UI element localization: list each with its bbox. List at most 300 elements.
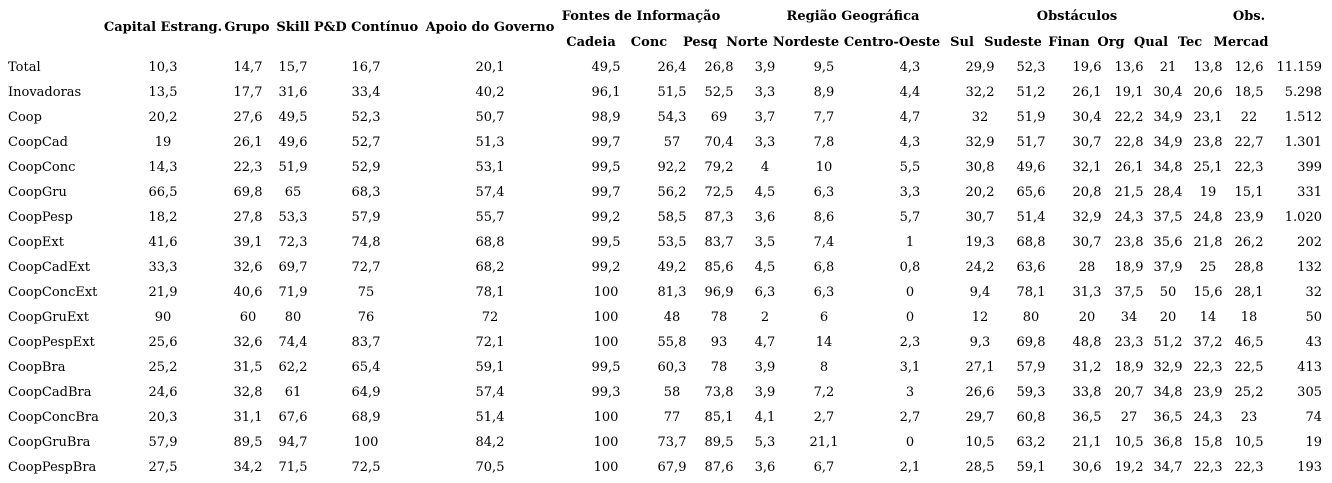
- table-cell: 79,2: [704, 160, 734, 175]
- table-cell: 23,8: [1114, 235, 1144, 250]
- obs-cell: 193: [1297, 460, 1322, 475]
- obs-cell: 5.298: [1284, 85, 1322, 100]
- table-cell: 36,8: [1153, 435, 1183, 450]
- row-label: CoopCad: [8, 135, 68, 150]
- obs-cell: 1.301: [1284, 135, 1322, 150]
- table-cell: 49,5: [591, 60, 621, 75]
- table-cell: 89,5: [704, 435, 734, 450]
- table-cell: 32,1: [1072, 160, 1102, 175]
- table-cell: 4,4: [899, 85, 921, 100]
- table-cell: 51,9: [278, 160, 308, 175]
- table-cell: 19: [154, 135, 172, 150]
- table-cell: 57: [663, 135, 681, 150]
- table-cell: 14: [1199, 310, 1217, 325]
- table-cell: 60,8: [1016, 410, 1046, 425]
- table-cell: 60,3: [657, 360, 687, 375]
- table-cell: 22,3: [1234, 460, 1264, 475]
- table-cell: 22,5: [1234, 360, 1264, 375]
- table-cell: 9,3: [969, 335, 991, 350]
- row-label: CoopGru: [8, 185, 67, 200]
- table-cell: 48: [663, 310, 681, 325]
- table-cell: 69,8: [233, 185, 263, 200]
- table-cell: 4,5: [754, 185, 776, 200]
- table-cell: 3,1: [899, 360, 921, 375]
- table-cell: 3,9: [754, 385, 776, 400]
- table-cell: 15,8: [1193, 435, 1223, 450]
- obs-cell: 331: [1297, 185, 1322, 200]
- table-cell: 22,3: [1193, 360, 1223, 375]
- table-cell: 77: [663, 410, 681, 425]
- table-cell: 1: [905, 235, 915, 250]
- table-cell: 78: [710, 360, 728, 375]
- row-label: Inovadoras: [8, 85, 82, 100]
- table-cell: 10,5: [1234, 435, 1264, 450]
- table-row: [0, 180, 1332, 205]
- table-cell: 33,8: [1072, 385, 1102, 400]
- table-cell: 99,3: [591, 385, 621, 400]
- row-label: CoopBra: [8, 360, 66, 375]
- table-cell: 72,5: [704, 185, 734, 200]
- table-cell: 3,6: [754, 210, 776, 225]
- header-capital-estrang: Capital Estrang.: [103, 20, 223, 35]
- subheader-cadeia: Cadeia: [566, 35, 616, 50]
- table-cell: 19,6: [1072, 60, 1102, 75]
- table-cell: 10,5: [1114, 435, 1144, 450]
- table-cell: 34,7: [1153, 460, 1183, 475]
- table-cell: 21,1: [1072, 435, 1102, 450]
- table-cell: 72,3: [278, 235, 308, 250]
- table-cell: 81,3: [657, 285, 687, 300]
- table-cell: 58,5: [657, 210, 687, 225]
- table-cell: 3,7: [754, 110, 776, 125]
- table-cell: 4,3: [899, 135, 921, 150]
- table-cell: 98,9: [591, 110, 621, 125]
- table-cell: 84,2: [475, 435, 505, 450]
- table-cell: 26,6: [965, 385, 995, 400]
- table-cell: 17,7: [233, 85, 263, 100]
- table-cell: 6,3: [754, 285, 776, 300]
- table-cell: 50,7: [475, 110, 505, 125]
- row-label: Coop: [8, 110, 42, 125]
- table-cell: 24,6: [148, 385, 178, 400]
- table-cell: 23,3: [1114, 335, 1144, 350]
- table-row: [0, 280, 1332, 305]
- table-cell: 99,7: [591, 135, 621, 150]
- table-cell: 80: [284, 310, 302, 325]
- table-cell: 24,3: [1114, 210, 1144, 225]
- table-cell: 21,8: [1193, 235, 1223, 250]
- table-cell: 23: [1240, 410, 1258, 425]
- obs-cell: 43: [1305, 335, 1322, 350]
- table-cell: 22,2: [1114, 110, 1144, 125]
- table-cell: 22,8: [1114, 135, 1144, 150]
- obs-cell: 1.512: [1284, 110, 1322, 125]
- table-cell: 34,8: [1153, 160, 1183, 175]
- data-table: [0, 55, 1332, 480]
- table-cell: 68,9: [351, 410, 381, 425]
- table-row: [0, 380, 1332, 405]
- table-cell: 52,3: [351, 110, 381, 125]
- table-cell: 51,2: [1153, 335, 1183, 350]
- table-cell: 72,7: [351, 260, 381, 275]
- table-cell: 21,5: [1114, 185, 1144, 200]
- table-cell: 4: [760, 160, 770, 175]
- table-cell: 26,1: [1072, 85, 1102, 100]
- table-cell: 3,3: [899, 185, 921, 200]
- table-cell: 22,3: [233, 160, 263, 175]
- table-cell: 35,6: [1153, 235, 1183, 250]
- table-row: [0, 105, 1332, 130]
- table-cell: 73,8: [704, 385, 734, 400]
- table-cell: 51,4: [1016, 210, 1046, 225]
- table-cell: 99,2: [591, 260, 621, 275]
- obs-cell: 413: [1297, 360, 1322, 375]
- table-row: [0, 80, 1332, 105]
- table-cell: 49,2: [657, 260, 687, 275]
- table-cell: 8,6: [813, 210, 835, 225]
- table-cell: 48,8: [1072, 335, 1102, 350]
- row-label: CoopPesp: [8, 210, 73, 225]
- table-cell: 4,7: [754, 335, 776, 350]
- header-pd-continuo: P&D Contínuo: [313, 20, 419, 35]
- table-cell: 34,2: [233, 460, 263, 475]
- table-cell: 27,8: [233, 210, 263, 225]
- table-row: [0, 330, 1332, 355]
- table-cell: 30,7: [1072, 135, 1102, 150]
- subheader-qual: Qual: [1133, 35, 1169, 50]
- table-row: [0, 55, 1332, 80]
- table-cell: 25: [1199, 260, 1217, 275]
- subheader-norte: Norte: [726, 35, 768, 50]
- table-cell: 39,1: [233, 235, 263, 250]
- table-cell: 20,6: [1193, 85, 1223, 100]
- table-cell: 0: [905, 285, 915, 300]
- header-grupo: Grupo: [224, 20, 270, 35]
- row-label: CoopConcExt: [8, 285, 98, 300]
- table-cell: 51,7: [1016, 135, 1046, 150]
- table-cell: 6,7: [813, 460, 835, 475]
- table-row: [0, 255, 1332, 280]
- table-cell: 34,9: [1153, 135, 1183, 150]
- table-row: [0, 455, 1332, 480]
- table-cell: 6: [819, 310, 829, 325]
- table-cell: 87,3: [704, 210, 734, 225]
- table-cell: 3,6: [754, 460, 776, 475]
- header-obstaculos: Obstáculos: [1036, 9, 1118, 24]
- table-cell: 80: [1022, 310, 1040, 325]
- table-cell: 15,7: [278, 60, 308, 75]
- table-cell: 49,6: [1016, 160, 1046, 175]
- table-cell: 96,9: [704, 285, 734, 300]
- table-cell: 68,8: [475, 235, 505, 250]
- table-cell: 57,9: [148, 435, 178, 450]
- table-cell: 61: [284, 385, 302, 400]
- table-cell: 7,2: [813, 385, 835, 400]
- table-cell: 100: [593, 285, 619, 300]
- table-cell: 14: [815, 335, 833, 350]
- table-cell: 83,7: [704, 235, 734, 250]
- table-cell: 13,6: [1114, 60, 1144, 75]
- subheader-conc: Conc: [630, 35, 668, 50]
- table-cell: 3,3: [754, 85, 776, 100]
- table-cell: 34,9: [1153, 110, 1183, 125]
- table-cell: 7,4: [813, 235, 835, 250]
- subheader-finan: Finan: [1048, 35, 1090, 50]
- subheader-org: Org: [1097, 35, 1125, 50]
- table-cell: 30,8: [965, 160, 995, 175]
- table-cell: 53,5: [657, 235, 687, 250]
- table-cell: 2,7: [813, 410, 835, 425]
- row-label: CoopConcBra: [8, 410, 99, 425]
- table-cell: 19,2: [1114, 460, 1144, 475]
- table-cell: 8,9: [813, 85, 835, 100]
- row-label: CoopGruBra: [8, 435, 91, 450]
- table-cell: 59,3: [1016, 385, 1046, 400]
- table-row: [0, 130, 1332, 155]
- table-cell: 69,8: [1016, 335, 1046, 350]
- row-label: CoopCadBra: [8, 385, 92, 400]
- table-cell: 7,7: [813, 110, 835, 125]
- table-cell: 76: [357, 310, 375, 325]
- header-fontes-informacao: Fontes de Informação: [561, 9, 721, 24]
- table-cell: 72,5: [351, 460, 381, 475]
- table-cell: 71,9: [278, 285, 308, 300]
- table-cell: 2: [760, 310, 770, 325]
- table-cell: 18,9: [1114, 360, 1144, 375]
- table-cell: 51,9: [1016, 110, 1046, 125]
- table-cell: 32,6: [233, 260, 263, 275]
- table-cell: 14,7: [233, 60, 263, 75]
- header-apoio-governo: Apoio do Governo: [425, 20, 555, 35]
- table-cell: 24,3: [1193, 410, 1223, 425]
- subheader-tec: Tec: [1177, 35, 1203, 50]
- table-cell: 12,6: [1234, 60, 1264, 75]
- table-cell: 10,3: [148, 60, 178, 75]
- table-cell: 33,3: [148, 260, 178, 275]
- table-cell: 18,9: [1114, 260, 1144, 275]
- table-row: [0, 305, 1332, 330]
- table-cell: 99,5: [591, 360, 621, 375]
- table-cell: 90: [154, 310, 172, 325]
- table-cell: 20,3: [148, 410, 178, 425]
- table-cell: 32,2: [965, 85, 995, 100]
- table-cell: 65,4: [351, 360, 381, 375]
- row-label: Total: [8, 60, 41, 75]
- obs-cell: 1.020: [1284, 210, 1322, 225]
- table-cell: 99,2: [591, 210, 621, 225]
- table-cell: 26,1: [1114, 160, 1144, 175]
- table-cell: 83,7: [351, 335, 381, 350]
- table-cell: 24,8: [1193, 210, 1223, 225]
- table-cell: 26,1: [233, 135, 263, 150]
- subheader-mercad: Mercad: [1213, 35, 1269, 50]
- obs-cell: 202: [1297, 235, 1322, 250]
- row-label: CoopPespExt: [8, 335, 95, 350]
- table-cell: 63,6: [1016, 260, 1046, 275]
- table-cell: 71,5: [278, 460, 308, 475]
- table-cell: 0: [905, 310, 915, 325]
- table-cell: 60: [239, 310, 257, 325]
- table-cell: 78,1: [1016, 285, 1046, 300]
- table-cell: 78: [710, 310, 728, 325]
- table-cell: 30,7: [965, 210, 995, 225]
- table-cell: 16,7: [351, 60, 381, 75]
- table-cell: 30,4: [1072, 110, 1102, 125]
- table-cell: 32,9: [1072, 210, 1102, 225]
- table-cell: 4,1: [754, 410, 776, 425]
- table-cell: 14,3: [148, 160, 178, 175]
- table-cell: 33,4: [351, 85, 381, 100]
- table-cell: 25,1: [1193, 160, 1223, 175]
- table-cell: 27,1: [965, 360, 995, 375]
- table-cell: 34,8: [1153, 385, 1183, 400]
- row-label: CoopConc: [8, 160, 76, 175]
- table-cell: 70,4: [704, 135, 734, 150]
- table-cell: 72: [481, 310, 499, 325]
- table-cell: 31,3: [1072, 285, 1102, 300]
- table-cell: 20: [1078, 310, 1096, 325]
- table-cell: 37,2: [1193, 335, 1223, 350]
- table-cell: 57,4: [475, 185, 505, 200]
- table-cell: 41,6: [148, 235, 178, 250]
- table-cell: 100: [593, 310, 619, 325]
- table-cell: 68,3: [351, 185, 381, 200]
- table-cell: 57,9: [1016, 360, 1046, 375]
- table-cell: 40,6: [233, 285, 263, 300]
- header-obs: Obs.: [1232, 9, 1266, 24]
- table-cell: 2,1: [899, 460, 921, 475]
- table-cell: 20,2: [148, 110, 178, 125]
- table-cell: 28,8: [1234, 260, 1264, 275]
- table-cell: 20,8: [1072, 185, 1102, 200]
- table-cell: 32,8: [233, 385, 263, 400]
- table-cell: 30,6: [1072, 460, 1102, 475]
- table-cell: 26,4: [657, 60, 687, 75]
- header-regiao-geografica: Região Geográfica: [786, 9, 920, 24]
- table-cell: 54,3: [657, 110, 687, 125]
- table-cell: 100: [593, 435, 619, 450]
- table-cell: 20,2: [965, 185, 995, 200]
- table-cell: 52,3: [1016, 60, 1046, 75]
- table-cell: 29,7: [965, 410, 995, 425]
- obs-cell: 11.159: [1276, 60, 1322, 75]
- table-cell: 19: [1199, 185, 1217, 200]
- table-cell: 7,8: [813, 135, 835, 150]
- table-cell: 51,4: [475, 410, 505, 425]
- obs-cell: 19: [1305, 435, 1322, 450]
- obs-cell: 50: [1305, 310, 1322, 325]
- table-cell: 3,5: [754, 235, 776, 250]
- table-cell: 67,9: [657, 460, 687, 475]
- table-cell: 37,5: [1114, 285, 1144, 300]
- table-cell: 46,5: [1234, 335, 1264, 350]
- table-cell: 29,9: [965, 60, 995, 75]
- table-cell: 28,5: [965, 460, 995, 475]
- subheader-nordeste: Nordeste: [772, 35, 840, 50]
- table-cell: 65,6: [1016, 185, 1046, 200]
- table-row: [0, 430, 1332, 455]
- table-cell: 9,4: [969, 285, 991, 300]
- row-label: CoopGruExt: [8, 310, 89, 325]
- table-cell: 55,7: [475, 210, 505, 225]
- table-cell: 74,8: [351, 235, 381, 250]
- table-cell: 23,9: [1234, 210, 1264, 225]
- table-cell: 85,1: [704, 410, 734, 425]
- table-cell: 24,2: [965, 260, 995, 275]
- table-cell: 89,5: [233, 435, 263, 450]
- table-cell: 19,1: [1114, 85, 1144, 100]
- table-cell: 25,2: [1234, 385, 1264, 400]
- table-cell: 51,5: [657, 85, 687, 100]
- table-cell: 70,5: [475, 460, 505, 475]
- table-cell: 51,3: [475, 135, 505, 150]
- table-cell: 3,9: [754, 60, 776, 75]
- table-cell: 78,1: [475, 285, 505, 300]
- table-cell: 32,6: [233, 335, 263, 350]
- table-cell: 37,5: [1153, 210, 1183, 225]
- table-cell: 68,2: [475, 260, 505, 275]
- table-cell: 26,2: [1234, 235, 1264, 250]
- table-cell: 22,3: [1234, 160, 1264, 175]
- table-cell: 2,3: [899, 335, 921, 350]
- table-cell: 55,8: [657, 335, 687, 350]
- table-cell: 37,9: [1153, 260, 1183, 275]
- table-cell: 13,5: [148, 85, 178, 100]
- table-cell: 0: [905, 435, 915, 450]
- table-row: [0, 355, 1332, 380]
- subheader-sudeste: Sudeste: [984, 35, 1042, 50]
- table-cell: 31,1: [233, 410, 263, 425]
- table-cell: 72,1: [475, 335, 505, 350]
- table-cell: 27,5: [148, 460, 178, 475]
- table-cell: 18: [1240, 310, 1258, 325]
- table-cell: 28,4: [1153, 185, 1183, 200]
- table-cell: 32,9: [1153, 360, 1183, 375]
- table-cell: 73,7: [657, 435, 687, 450]
- table-cell: 27,6: [233, 110, 263, 125]
- table-cell: 10,5: [965, 435, 995, 450]
- table-cell: 3,3: [754, 135, 776, 150]
- table-cell: 94,7: [278, 435, 308, 450]
- table-cell: 99,7: [591, 185, 621, 200]
- table-cell: 58: [663, 385, 681, 400]
- table-cell: 36,5: [1072, 410, 1102, 425]
- table-cell: 20: [1159, 310, 1177, 325]
- table-cell: 28: [1078, 260, 1096, 275]
- table-cell: 31,5: [233, 360, 263, 375]
- table-cell: 59,1: [1016, 460, 1046, 475]
- table-row: [0, 155, 1332, 180]
- obs-cell: 399: [1297, 160, 1322, 175]
- table-cell: 3: [905, 385, 915, 400]
- subheader-centro-oeste: Centro-Oeste: [843, 35, 941, 50]
- table-cell: 68,8: [1016, 235, 1046, 250]
- table-cell: 56,2: [657, 185, 687, 200]
- table-cell: 13,8: [1193, 60, 1223, 75]
- row-label: CoopCadExt: [8, 260, 90, 275]
- table-cell: 6,3: [813, 285, 835, 300]
- table-row: [0, 405, 1332, 430]
- table-cell: 19,3: [965, 235, 995, 250]
- table-cell: 30,7: [1072, 235, 1102, 250]
- table-cell: 18,2: [148, 210, 178, 225]
- table-cell: 22,3: [1193, 460, 1223, 475]
- table-row: [0, 230, 1332, 255]
- table-cell: 34: [1120, 310, 1138, 325]
- table-cell: 93: [710, 335, 728, 350]
- table-cell: 6,3: [813, 185, 835, 200]
- obs-cell: 132: [1297, 260, 1322, 275]
